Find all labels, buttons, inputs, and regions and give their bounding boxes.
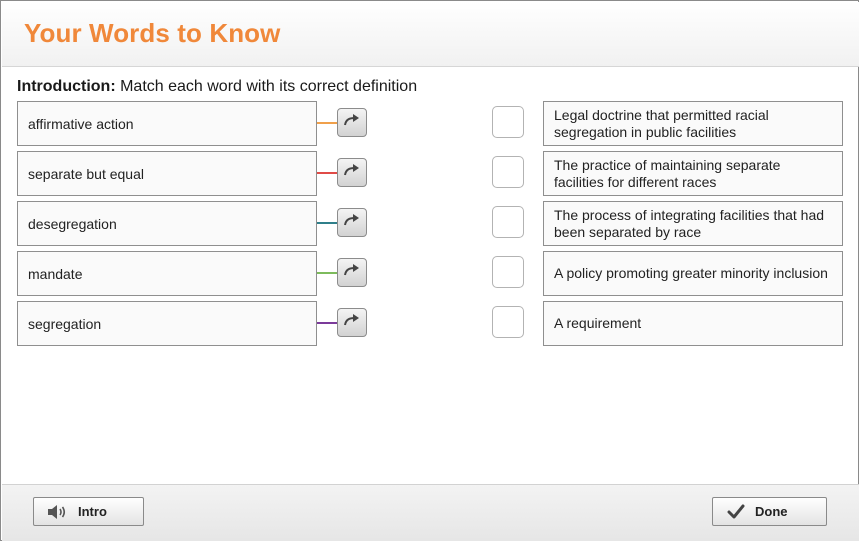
word-label: separate but equal xyxy=(28,165,144,182)
curved-arrow-icon xyxy=(343,113,361,132)
connector-line xyxy=(317,122,337,124)
match-arrow-button[interactable] xyxy=(337,108,367,137)
instructions-label: Introduction: xyxy=(17,78,116,95)
answer-slot[interactable] xyxy=(492,106,524,138)
definition-text: The practice of maintaining separate facilities for different races xyxy=(554,156,781,190)
word-label: segregation xyxy=(28,315,102,332)
connector-line xyxy=(317,272,337,274)
instructions xyxy=(17,78,417,96)
word-item[interactable] xyxy=(17,251,317,296)
definition-item xyxy=(543,251,843,296)
word-label: mandate xyxy=(28,265,83,282)
definition-text: A requirement xyxy=(554,315,642,331)
checkmark-icon xyxy=(727,504,745,520)
done-label: Done xyxy=(755,504,788,519)
definition-item xyxy=(543,151,843,196)
match-arrow-button[interactable] xyxy=(337,208,367,237)
definition-item xyxy=(543,201,843,246)
curved-arrow-icon xyxy=(343,163,361,182)
definition-text: Legal doctrine that permitted racial segregation in public facilities xyxy=(554,106,769,140)
answer-slot[interactable] xyxy=(492,306,524,338)
instructions-text: Match each word with its correct definition xyxy=(115,78,418,95)
connector-line xyxy=(317,172,337,174)
definition-text: The process of integrating facilities that had been separated by race xyxy=(554,206,825,240)
word-item[interactable] xyxy=(17,101,317,146)
definition-item xyxy=(543,301,843,346)
match-arrow-button[interactable] xyxy=(337,308,367,337)
definition-item xyxy=(543,101,843,146)
curved-arrow-icon xyxy=(343,213,361,232)
word-item[interactable] xyxy=(17,301,317,346)
curved-arrow-icon xyxy=(343,263,361,282)
answer-slot[interactable] xyxy=(492,256,524,288)
word-label: affirmative action xyxy=(28,115,134,132)
done-button[interactable] xyxy=(712,497,827,526)
match-arrow-button[interactable] xyxy=(337,258,367,287)
word-item[interactable] xyxy=(17,151,317,196)
intro-label: Intro xyxy=(78,504,107,519)
word-label: desegregation xyxy=(28,215,117,232)
answer-slot[interactable] xyxy=(492,206,524,238)
speaker-icon xyxy=(46,503,68,521)
curved-arrow-icon xyxy=(343,313,361,332)
intro-button[interactable] xyxy=(33,497,144,526)
header-bar xyxy=(2,2,859,67)
answer-slot[interactable] xyxy=(492,156,524,188)
definition-text: A policy promoting greater minority inclusion xyxy=(554,265,828,281)
connector-line xyxy=(317,222,337,224)
match-arrow-button[interactable] xyxy=(337,158,367,187)
connector-line xyxy=(317,322,337,324)
page-title: Your Words to Know xyxy=(24,18,281,48)
word-item[interactable] xyxy=(17,201,317,246)
